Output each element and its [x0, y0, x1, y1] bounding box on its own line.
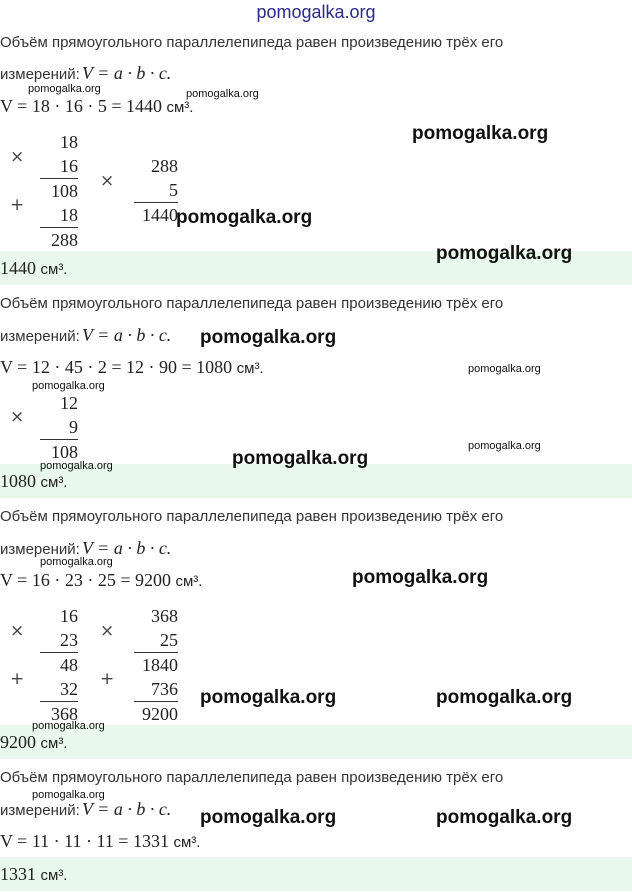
watermark: pomogalka.org — [176, 207, 313, 228]
column-multiplication-2: 12 9 108 — [40, 391, 78, 464]
watermark: pomogalka.org — [200, 327, 337, 348]
problem-3-calc: V = 16 · 23 · 25 = 9200 см³. — [0, 570, 203, 590]
watermark: pomogalka.org — [436, 807, 573, 828]
watermark: pomogalka.org — [436, 687, 573, 708]
answer-2: 1080 см³. — [0, 471, 68, 491]
times-icon: × — [100, 621, 115, 641]
answer-1: 1440 см³. — [0, 258, 68, 278]
answer-bar-4 — [0, 857, 632, 891]
watermark: pomogalka.org — [200, 687, 337, 708]
column-multiplication-1b: 288 5 1440 — [134, 154, 178, 227]
watermark: pomogalka.org — [32, 789, 105, 801]
watermark: pomogalka.org — [232, 448, 369, 469]
column-multiplication-3a: 16 23 48 32 368 — [40, 604, 78, 726]
problem-1-intro: Объём прямоугольного параллелепипеда равен произведению трёх его — [0, 34, 504, 51]
watermark: pomogalka.org — [468, 363, 541, 375]
problem-4-formula: V = a · b · c. — [82, 799, 172, 819]
watermark: pomogalka.org — [468, 440, 541, 452]
times-icon: × — [10, 147, 25, 167]
answer-4: 1331 см³. — [0, 864, 68, 884]
watermark: pomogalka.org — [32, 720, 105, 732]
problem-4-intro2: измерений: — [0, 802, 80, 819]
problem-2-intro2: измерений: — [0, 328, 80, 345]
plus-icon: + — [100, 669, 115, 689]
problem-3-formula: V = a · b · c. — [82, 538, 172, 558]
watermark: pomogalka.org — [40, 556, 113, 568]
times-icon: × — [100, 171, 115, 191]
times-icon: × — [10, 621, 25, 641]
site-header-watermark[interactable]: pomogalka.org — [256, 2, 376, 22]
watermark: pomogalka.org — [352, 567, 489, 588]
times-icon: × — [10, 407, 25, 427]
problem-1-formula: V = a · b · c. — [82, 63, 172, 83]
watermark: pomogalka.org — [436, 243, 573, 264]
plus-icon: + — [10, 195, 25, 215]
watermark: pomogalka.org — [28, 83, 101, 95]
column-multiplication-1a: 18 16 108 18 288 — [40, 130, 78, 252]
watermark: pomogalka.org — [200, 807, 337, 828]
watermark: pomogalka.org — [32, 380, 105, 392]
watermark: pomogalka.org — [40, 460, 113, 472]
problem-4-intro: Объём прямоугольного параллелепипеда равен произведению трёх его — [0, 769, 504, 786]
problem-3-intro2: измерений: — [0, 541, 80, 558]
column-multiplication-3b: 368 25 1840 736 9200 — [134, 604, 178, 726]
problem-1-intro2: измерений: — [0, 66, 80, 83]
problem-4-calc: V = 11 · 11 · 11 = 1331 см³. — [0, 831, 201, 851]
problem-1-calc: V = 18 · 16 · 5 = 1440 см³. — [0, 96, 194, 116]
watermark: pomogalka.org — [186, 88, 259, 100]
watermark: pomogalka.org — [412, 123, 549, 144]
problem-2-formula: V = a · b · c. — [82, 325, 172, 345]
problem-2-intro: Объём прямоугольного параллелепипеда равен произведению трёх его — [0, 295, 504, 312]
problem-3-intro: Объём прямоугольного параллелепипеда равен произведению трёх его — [0, 508, 504, 525]
plus-icon: + — [10, 669, 25, 689]
answer-3: 9200 см³. — [0, 732, 68, 752]
problem-2-calc: V = 12 · 45 · 2 = 12 · 90 = 1080 см³. — [0, 357, 264, 377]
